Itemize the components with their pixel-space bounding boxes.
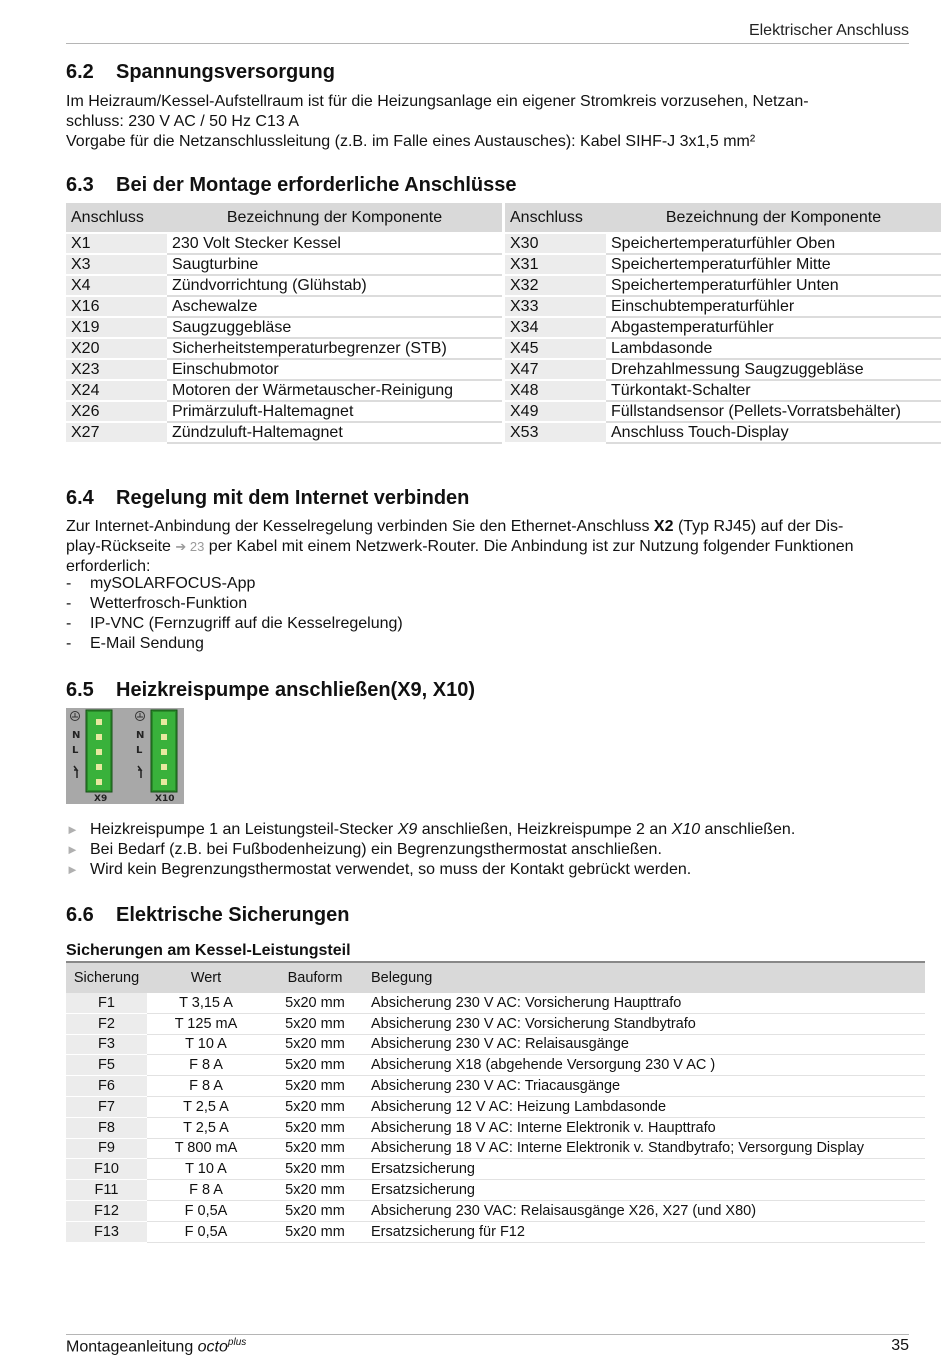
thermostat-symbol-icon bbox=[74, 766, 77, 778]
table-row bbox=[505, 318, 941, 339]
connection-id: X24 bbox=[66, 381, 167, 402]
fuse-value: F 8 A bbox=[147, 1180, 265, 1201]
connection-id: X27 bbox=[66, 423, 167, 444]
table-row bbox=[66, 234, 502, 255]
component-name: 230 Volt Stecker Kessel bbox=[167, 234, 502, 255]
table-row bbox=[66, 1034, 925, 1055]
connection-id: X26 bbox=[66, 402, 167, 423]
fuse-value: T 2,5 A bbox=[147, 1117, 265, 1138]
component-name: Aschewalze bbox=[167, 297, 502, 318]
table-row bbox=[66, 255, 502, 276]
fuse-id: F5 bbox=[66, 1055, 147, 1076]
fuse-value: F 0,5A bbox=[147, 1200, 265, 1221]
column-header-sicherung: Sicherung bbox=[66, 963, 147, 993]
fuse-assignment: Ersatzsicherung bbox=[365, 1159, 925, 1180]
fuse-form: 5x20 mm bbox=[265, 1117, 365, 1138]
column-header-anschluss: Anschluss bbox=[66, 203, 167, 234]
fuse-form: 5x20 mm bbox=[265, 1221, 365, 1242]
fuse-assignment: Ersatzsicherung bbox=[365, 1180, 925, 1201]
connection-id: X19 bbox=[66, 318, 167, 339]
section-heading-6-2: 6.2 Spannungsversorgung bbox=[66, 61, 335, 83]
table-row bbox=[66, 381, 502, 402]
component-name: Motoren der Wärmetauscher-Reinigung bbox=[167, 381, 502, 402]
pump-instructions-list bbox=[66, 820, 795, 880]
table-row bbox=[66, 360, 502, 381]
fuse-value: T 800 mA bbox=[147, 1138, 265, 1159]
connections-table-right bbox=[505, 203, 941, 444]
fuse-value: T 10 A bbox=[147, 1159, 265, 1180]
page-number: 35 bbox=[891, 1337, 909, 1354]
connection-id: X49 bbox=[505, 402, 606, 423]
triangle-bullet-icon: ► bbox=[66, 862, 79, 877]
fuse-table-title: Sicherungen am Kessel-Leistungsteil bbox=[66, 942, 351, 959]
fuse-form: 5x20 mm bbox=[265, 1138, 365, 1159]
connection-id: X45 bbox=[505, 339, 606, 360]
table-row bbox=[66, 1117, 925, 1138]
fuse-assignment: Absicherung 230 V AC: Vorsicherung Haupttrafo bbox=[365, 993, 925, 1013]
component-name: Speichertemperaturfühler Oben bbox=[606, 234, 941, 255]
fuse-form: 5x20 mm bbox=[265, 1159, 365, 1180]
terminal-label-x9: X9 bbox=[94, 794, 108, 804]
fuse-form: 5x20 mm bbox=[265, 1013, 365, 1034]
fuse-value: F 8 A bbox=[147, 1076, 265, 1097]
table-row bbox=[66, 402, 502, 423]
table-row bbox=[505, 381, 941, 402]
fuse-id: F2 bbox=[66, 1013, 147, 1034]
table-row bbox=[505, 339, 941, 360]
terminal-label-x10: X10 bbox=[155, 794, 175, 804]
fuse-assignment: Absicherung 12 V AC: Heizung Lambdasonde bbox=[365, 1096, 925, 1117]
fuse-id: F6 bbox=[66, 1076, 147, 1097]
thermostat-symbol-icon bbox=[138, 766, 141, 778]
connection-id: X47 bbox=[505, 360, 606, 381]
fuse-assignment: Absicherung 230 V AC: Relaisausgänge bbox=[365, 1034, 925, 1055]
connection-id: X30 bbox=[505, 234, 606, 255]
section-heading-6-5: 6.5 Heizkreispumpe anschließen(X9, X10) bbox=[66, 679, 476, 701]
component-name: Lambdasonde bbox=[606, 339, 941, 360]
section-heading-6-4: 6.4 Regelung mit dem Internet verbinden bbox=[66, 487, 470, 509]
fuse-assignment: Absicherung 18 V AC: Interne Elektronik v. Standbytrafo; Versorgung Display bbox=[365, 1138, 925, 1159]
table-row bbox=[66, 1138, 925, 1159]
component-name: Zündzuluft-Haltemagnet bbox=[167, 423, 502, 444]
fuse-id: F3 bbox=[66, 1034, 147, 1055]
list-item: ► Wird kein Begrenzungsthermostat verwendet, so muss der Kontakt gebrückt werden. bbox=[66, 861, 692, 878]
fuse-form: 5x20 mm bbox=[265, 993, 365, 1013]
list-item: - mySOLARFOCUS-App bbox=[66, 575, 256, 592]
running-header: Elektrischer Anschluss bbox=[748, 22, 909, 39]
table-row bbox=[66, 1055, 925, 1076]
column-header-belegung: Belegung bbox=[365, 963, 925, 993]
fuse-value: F 8 A bbox=[147, 1055, 265, 1076]
table-row bbox=[505, 255, 941, 276]
fuse-assignment: Absicherung 230 VAC: Relaisausgänge X26, X27 (und X80) bbox=[365, 1200, 925, 1221]
table-row bbox=[66, 297, 502, 318]
table-row bbox=[66, 993, 925, 1013]
table-row bbox=[66, 423, 502, 444]
fuse-assignment: Absicherung 18 V AC: Interne Elektronik v. Haupttrafo bbox=[365, 1117, 925, 1138]
section-heading-6-3: 6.3 Bei der Montage erforderliche Anschlüsse bbox=[66, 174, 517, 196]
component-name: Zündvorrichtung (Glühstab) bbox=[167, 276, 502, 297]
connection-id: X31 bbox=[505, 255, 606, 276]
component-name: Saugzuggebläse bbox=[167, 318, 502, 339]
table-row bbox=[66, 1200, 925, 1221]
list-item: - E-Mail Sendung bbox=[66, 635, 204, 652]
fuse-id: F11 bbox=[66, 1180, 147, 1201]
header-divider bbox=[66, 43, 909, 44]
footer-divider bbox=[66, 1334, 909, 1335]
fuse-form: 5x20 mm bbox=[265, 1180, 365, 1201]
fuse-id: F10 bbox=[66, 1159, 147, 1180]
table-row bbox=[505, 276, 941, 297]
fuse-value: T 3,15 A bbox=[147, 993, 265, 1013]
section-heading-6-6: 6.6 Elektrische Sicherungen bbox=[66, 904, 350, 926]
connection-id: X3 bbox=[66, 255, 167, 276]
fuse-value: T 2,5 A bbox=[147, 1096, 265, 1117]
table-row bbox=[505, 360, 941, 381]
fuse-id: F9 bbox=[66, 1138, 147, 1159]
table-row bbox=[66, 276, 502, 297]
fuse-id: F1 bbox=[66, 993, 147, 1013]
fuse-value: T 10 A bbox=[147, 1034, 265, 1055]
connection-id: X20 bbox=[66, 339, 167, 360]
list-item: - IP-VNC (Fernzugriff auf die Kesselregelung) bbox=[66, 615, 403, 632]
table-row bbox=[66, 1180, 925, 1201]
connection-id: X48 bbox=[505, 381, 606, 402]
component-name: Abgastemperaturfühler bbox=[606, 318, 941, 339]
table-row bbox=[66, 1013, 925, 1034]
fuse-assignment: Absicherung 230 V AC: Vorsicherung Standbytrafo bbox=[365, 1013, 925, 1034]
list-item: - Wetterfrosch-Funktion bbox=[66, 595, 248, 612]
fuse-form: 5x20 mm bbox=[265, 1076, 365, 1097]
component-name: Anschluss Touch-Display bbox=[606, 423, 941, 444]
paragraph-internet: Zur Internet-Anbindung der Kesselregelung verbinden Sie den Ethernet-Anschluss X2 (Typ RJ45) auf der Dis- play-Rückseite ➔ 23 per Kabel mit einem Netzwerk-Router. Die Anbindung ist zur Nutzung folgender Funktionen erforderlich: bbox=[66, 518, 854, 575]
fuse-form: 5x20 mm bbox=[265, 1034, 365, 1055]
fuse-form: 5x20 mm bbox=[265, 1096, 365, 1117]
pin-label-n: N bbox=[136, 730, 145, 741]
table-row bbox=[66, 339, 502, 360]
connections-table-left bbox=[66, 203, 502, 444]
table-row bbox=[505, 297, 941, 318]
column-header-bezeichnung: Bezeichnung der Komponente bbox=[167, 203, 502, 234]
fuse-assignment: Absicherung X18 (abgehende Versorgung 230 V AC ) bbox=[365, 1055, 925, 1076]
column-header-bezeichnung: Bezeichnung der Komponente bbox=[606, 203, 941, 234]
fuse-value: F 0,5A bbox=[147, 1221, 265, 1242]
fuse-form: 5x20 mm bbox=[265, 1055, 365, 1076]
component-name: Speichertemperaturfühler Unten bbox=[606, 276, 941, 297]
column-header-wert: Wert bbox=[147, 963, 265, 993]
connection-id: X32 bbox=[505, 276, 606, 297]
paragraph-power-supply: Im Heizraum/Kessel-Aufstellraum ist für die Heizungsanlage ein eigener Stromkreis vorzusehen, Netzan- schluss: 230 V AC / 50 Hz C13 A Vorgabe für die Netzanschlussleitung (z.B. im Falle eines Austausches): Kabel SIHF-J 3x1,5 mm² bbox=[66, 93, 809, 150]
component-name: Türkontakt-Schalter bbox=[606, 381, 941, 402]
table-row bbox=[66, 1076, 925, 1097]
connection-id: X23 bbox=[66, 360, 167, 381]
triangle-bullet-icon: ► bbox=[66, 822, 79, 837]
component-name: Drehzahlmessung Saugzuggebläse bbox=[606, 360, 941, 381]
component-name: Primärzuluft-Haltemagnet bbox=[167, 402, 502, 423]
table-row bbox=[505, 402, 941, 423]
component-name: Einschubtemperaturfühler bbox=[606, 297, 941, 318]
footer-document-title: Montageanleitung octo$^{plus}$ bbox=[66, 1337, 247, 1356]
fuse-table bbox=[66, 963, 925, 1243]
triangle-bullet-icon: ► bbox=[66, 842, 79, 857]
page-reference-link[interactable]: ➔ 23 bbox=[175, 539, 205, 554]
connection-id: X33 bbox=[505, 297, 606, 318]
component-name: Saugturbine bbox=[167, 255, 502, 276]
fuse-id: F8 bbox=[66, 1117, 147, 1138]
fuse-value: T 125 mA bbox=[147, 1013, 265, 1034]
connection-id: X34 bbox=[505, 318, 606, 339]
table-row bbox=[66, 1159, 925, 1180]
connection-id: X1 bbox=[66, 234, 167, 255]
component-name: Füllstandsensor (Pellets-Vorratsbehälter) bbox=[606, 402, 941, 423]
pin-label-l: L bbox=[136, 745, 143, 756]
connection-id: X16 bbox=[66, 297, 167, 318]
list-item: ► Bei Bedarf (z.B. bei Fußbodenheizung) ein Begrenzungsthermostat anschließen. bbox=[66, 841, 662, 858]
column-header-anschluss: Anschluss bbox=[505, 203, 606, 234]
component-name: Einschubmotor bbox=[167, 360, 502, 381]
pin-label-n: N bbox=[72, 730, 81, 741]
list-item: ► Heizkreispumpe 1 an Leistungsteil-Stecker X9 anschließen, Heizkreispumpe 2 an X10 anschließen. bbox=[66, 821, 796, 838]
connection-id: X53 bbox=[505, 423, 606, 444]
internet-functions-list bbox=[66, 574, 403, 654]
fuse-assignment: Absicherung 230 V AC: Triacausgänge bbox=[365, 1076, 925, 1097]
column-header-bauform: Bauform bbox=[265, 963, 365, 993]
table-row bbox=[66, 1221, 925, 1242]
fuse-id: F12 bbox=[66, 1200, 147, 1221]
table-row bbox=[505, 423, 941, 444]
pin-label-l: L bbox=[72, 745, 79, 756]
connection-id: X4 bbox=[66, 276, 167, 297]
table-row bbox=[505, 234, 941, 255]
component-name: Sicherheitstemperaturbegrenzer (STB) bbox=[167, 339, 502, 360]
fuse-id: F7 bbox=[66, 1096, 147, 1117]
table-row bbox=[66, 1096, 925, 1117]
fuse-form: 5x20 mm bbox=[265, 1200, 365, 1221]
fuse-assignment: Ersatzsicherung für F12 bbox=[365, 1221, 925, 1242]
connector-terminal-image bbox=[66, 708, 184, 804]
table-row bbox=[66, 318, 502, 339]
fuse-id: F13 bbox=[66, 1221, 147, 1242]
component-name: Speichertemperaturfühler Mitte bbox=[606, 255, 941, 276]
